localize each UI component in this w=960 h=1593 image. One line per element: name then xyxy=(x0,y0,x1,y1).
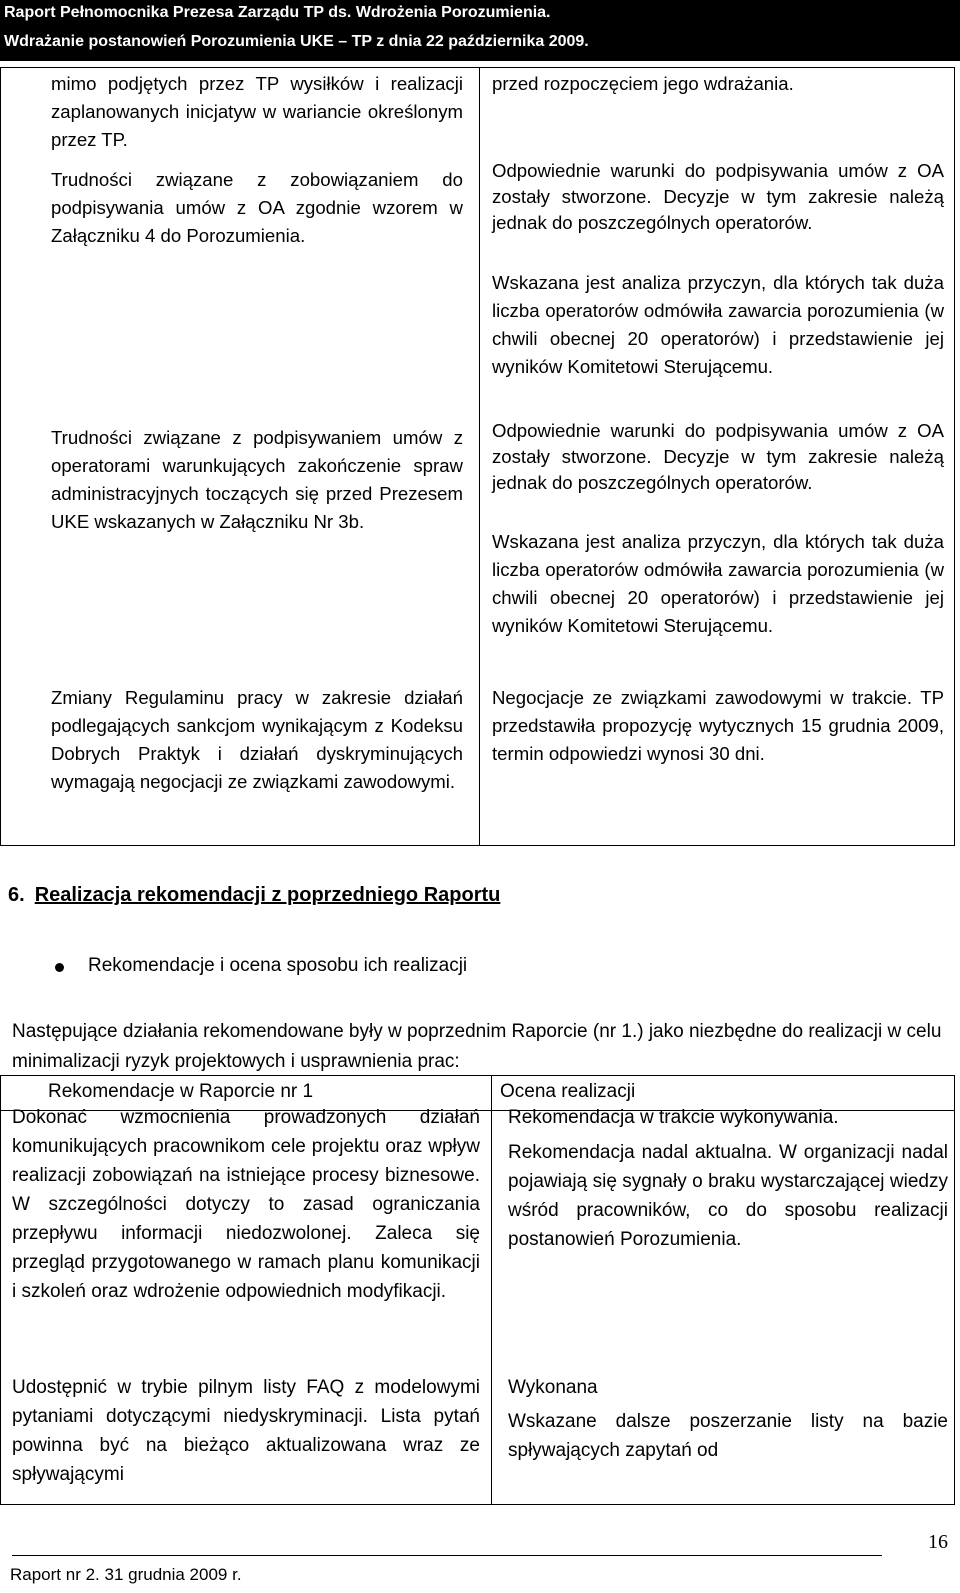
header-title: Raport Pełnomocnika Prezesa Zarządu TP ds. Wdrożenia Porozumienia. xyxy=(4,4,551,21)
status-cell: Odpowiednie warunki do podpisywania umów z OA zostały stworzone. Decyzje w tym zakresie należą jednak do poszczególnych operatorów. xyxy=(492,420,944,493)
footer-divider xyxy=(12,1555,882,1556)
evaluation-cell: Wskazane dalsze poszerzanie listy na bazie spływających zapytań od xyxy=(508,1411,948,1461)
bullet-icon xyxy=(55,963,64,972)
status-cell: Wskazana jest analiza przyczyn, dla których tak duża liczba operatorów odmówiła zawarcia porozumienia (w chwili obecnej 20 operatorów) i przedstawienie jej wyników Komitetowi Sterującemu. xyxy=(492,531,944,636)
status-cell: przed rozpoczęciem jego wdrażania. xyxy=(492,73,794,94)
risk-cell: Trudności związane z zobowiązaniem do podpisywania umów z OA zgodnie wzorem w Załączniku 4 do Porozumienia. xyxy=(51,169,463,246)
evaluation-cell: Rekomendacja nadal aktualna. W organizacji nadal pojawiają się sygnały o braku wystarczającej wiedzy wśród pracowników, co do sposobu realizacji postanowień Porozumienia. xyxy=(508,1142,948,1250)
footer-label: Raport nr 2. 31 grudnia 2009 r. xyxy=(10,1565,242,1584)
risk-cell: Zmiany Regulaminu pracy w zakresie działań podlegających sankcjom wynikającym z Kodeksu Dobrych Praktyk i działań dyskryminujących wymagają negocjacji ze związkami zawodowymi. xyxy=(51,687,463,792)
status-cell: Negocjacje ze związkami zawodowymi w trakcie. TP przedstawiła propozycję wytycznych 15 grudnia 2009, termin odpowiedzi wynosi 30 dni. xyxy=(492,687,944,764)
page-number: 16 xyxy=(928,1531,948,1553)
table-divider xyxy=(479,68,480,845)
section-heading xyxy=(8,884,500,907)
section-title: Realizacja rekomendacji z poprzedniego Raportu xyxy=(34,884,501,906)
recommendation-cell: Dokonać wzmocnienia prowadzonych działań komunikujących pracownikom cele projektu oraz wpływ realizacji zobowiązań na istniejące procesy biznesowe. W szczególności dotyczy to zasad ograniczania przepływu informacji niedozwolonej. Zaleca się przegląd przygotowanego w ramach planu komunikacji i szkoleń oraz wdrożenie odpowiednich modyfikacji. xyxy=(12,1107,480,1302)
section-number: 6. xyxy=(8,884,25,906)
header-subtitle: Wdrażanie postanowień Porozumienia UKE – TP z dnia 22 października 2009. xyxy=(4,33,589,50)
status-cell: Wskazana jest analiza przyczyn, dla których tak duża liczba operatorów odmówiła zawarcia porozumienia (w chwili obecnej 20 operatorów) i przedstawienie jej wyników Komitetowi Sterującemu. xyxy=(492,272,944,377)
column-header: Ocena realizacji xyxy=(500,1081,636,1102)
status-cell: Odpowiednie warunki do podpisywania umów z OA zostały stworzone. Decyzje w tym zakresie należą jednak do poszczególnych operatorów. xyxy=(492,160,944,233)
risk-cell: mimo podjętych przez TP wysiłków i realizacji zaplanowanych inicjatyw w wariancie określonym przez TP. xyxy=(51,73,463,150)
intro-paragraph: Następujące działania rekomendowane były w poprzednim Raporcie (nr 1.) jako niezbędne do realizacji w celu minimalizacji ryzyk projektowych i usprawnienia prac: xyxy=(12,1021,942,1072)
risk-cell: Trudności związane z podpisywaniem umów z operatorami warunkujących zakończenie spraw administracyjnych toczących się przed Prezesem UKE wskazanych w Załączniku Nr 3b. xyxy=(51,427,463,532)
page-header xyxy=(0,0,960,61)
table-divider xyxy=(491,1076,492,1504)
evaluation-cell: Rekomendacja w trakcie wykonywania. xyxy=(508,1107,839,1128)
column-header: Rekomendacje w Raporcie nr 1 xyxy=(48,1081,314,1102)
evaluation-cell: Wykonana xyxy=(508,1377,598,1398)
bullet-item: Rekomendacje i ocena sposobu ich realizacji xyxy=(88,955,468,976)
recommendation-cell: Udostępnić w trybie pilnym listy FAQ z modelowymi pytaniami dotyczącymi niedyskryminacji. Lista pytań powinna być na bieżąco aktualizowana wraz ze spływającymi xyxy=(12,1377,480,1485)
